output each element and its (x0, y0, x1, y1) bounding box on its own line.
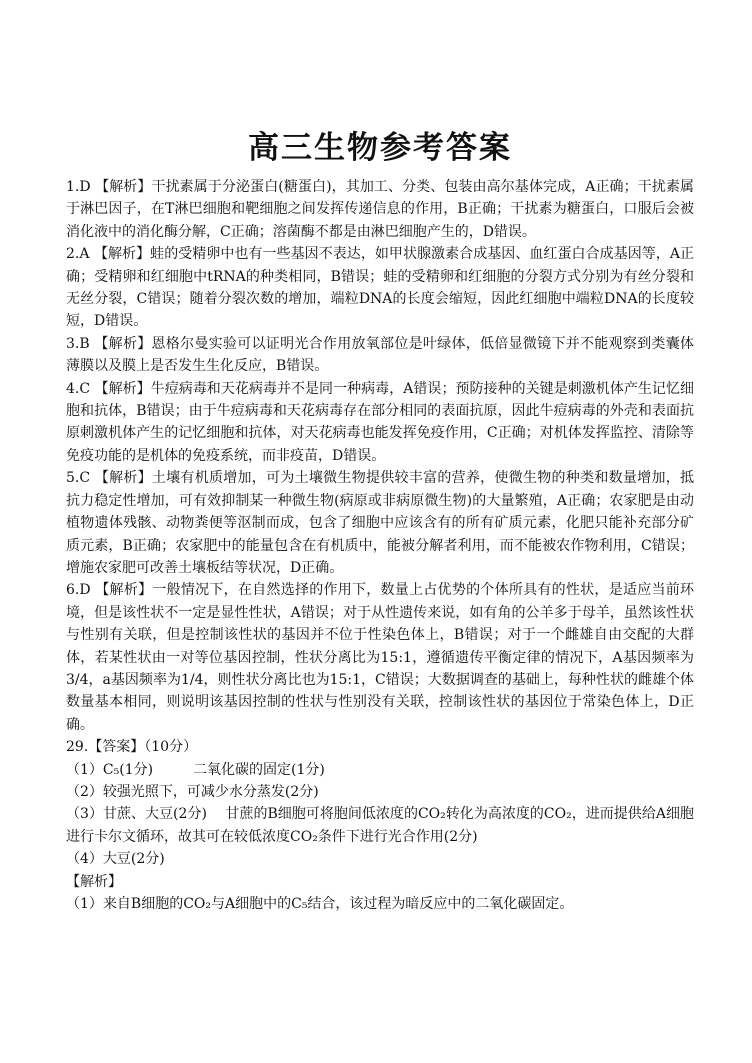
q29-header: 29.【答案】（10分） (66, 739, 198, 756)
answer-5: 5.C 【解析】土壤有机质增加，可为土壤微生物提供较丰富的营养，使微生物的种类和数量增加，抵抗力稳定性增加，可有效抑制某一种微生物(病原或非病原微生物)的大量繁殖，A正确；农家肥是由动植物遗体残骸、动物粪便等沤制而成，包含了细胞中应该含有的所有矿质元素，化肥只能补充部分矿质元素，B正确；农家肥中的能量包含在有机质中，能被分解者利用，而不能被农作物利用，C错误；增施农家肥可改善土壤板结等状况，D正确。 (66, 470, 694, 576)
q29-part1-answer-a: （1）C₅(1分) (66, 761, 154, 778)
q29-part2: （2）较强光照下，可减少水分蒸发(2分) (66, 783, 319, 800)
q29-part3: （3）甘蔗、大豆(2分) 甘蔗的B细胞可将胞间低浓度的CO₂转化为高浓度的CO₂，进而提供给A细胞进行卡尔文循环，故其可在较低浓度CO₂条件下进行光合作用(2分) (66, 806, 694, 845)
q29-analysis-label: 【解析】 (66, 873, 122, 890)
q29-analysis-part1: （1）来自B细胞的CO₂与A细胞中的C₅结合，该过程为暗反应中的二氧化碳固定。 (66, 896, 574, 912)
answer-4: 4.C 【解析】牛痘病毒和天花病毒并不是同一种病毒，A错误；预防接种的关键是刺激机体产生记忆细胞和抗体，B错误；由于牛痘病毒和天花病毒存在部分相同的表面抗原，因此牛痘病毒的外壳和表面抗原刺激机体产生的记忆细胞和抗体，对天花病毒也能发挥免疫作用，C正确；对机体发挥监控、清除等免疫功能的是机体的免疫系统，而非疫苗，D错误。 (66, 380, 694, 464)
answer-2: 2.A 【解析】蛙的受精卵中也有一些基因不表达，如甲状腺激素合成基因、血红蛋白合成基因等，A正确；受精卵和红细胞中tRNA的种类相同，B错误；蛙的受精卵和红细胞的分裂方式分别为有丝分裂和无丝分裂，C错误；随着分裂次数的增加，端粒DNA的长度会缩短，因此红细胞中端粒DNA的长度较短，D错误。 (66, 246, 694, 330)
q29-part4: （4）大豆(2分) (66, 851, 165, 868)
q29-part1 (66, 759, 694, 781)
q29-part1-answer-b: 二氧化碳的固定(1分) (193, 761, 325, 778)
answer-6: 6.D 【解析】一般情况下，在自然选择的作用下，数量上占优势的个体所具有的性状，是适应当前环境，但是该性状不一定是显性性状，A错误；对于从性遗传来说，如有角的公羊多于母羊，虽然该性状与性别有关联，但是控制该性状的基因并不位于性染色体上，B错误；对于一个雌雄自由交配的大群体，若某性状由一对等位基因控制，性状分离比为15:1，遵循遗传平衡定律的情况下，A基因频率为3/4，a基因频率为1/4，则性状分离比也为15:1，C错误；大数据调查的基础上，每种性状的雌雄个体数量基本相同，则说明该基因控制的性状与性别没有关联，控制该性状的基因位于常染色体上，D正确。 (66, 582, 694, 733)
answer-1: 1.D 【解析】干扰素属于分泌蛋白(糖蛋白)，其加工、分类、包装由高尔基体完成，A正确；干扰素属于淋巴因子，在T淋巴细胞和靶细胞之间发挥传递信息的作用，B正确；干扰素为糖蛋白，口服后会被消化液中的消化酶分解，C正确；溶菌酶不都是由淋巴细胞产生的，D错误。 (66, 179, 694, 240)
answer-3: 3.B 【解析】恩格尔曼实验可以证明光合作用放氧部位是叶绿体，低倍显微镜下并不能观察到类囊体薄膜以及膜上是否发生生化反应，B错误。 (66, 335, 694, 375)
page-title: 高三生物参考答案 (248, 130, 512, 166)
